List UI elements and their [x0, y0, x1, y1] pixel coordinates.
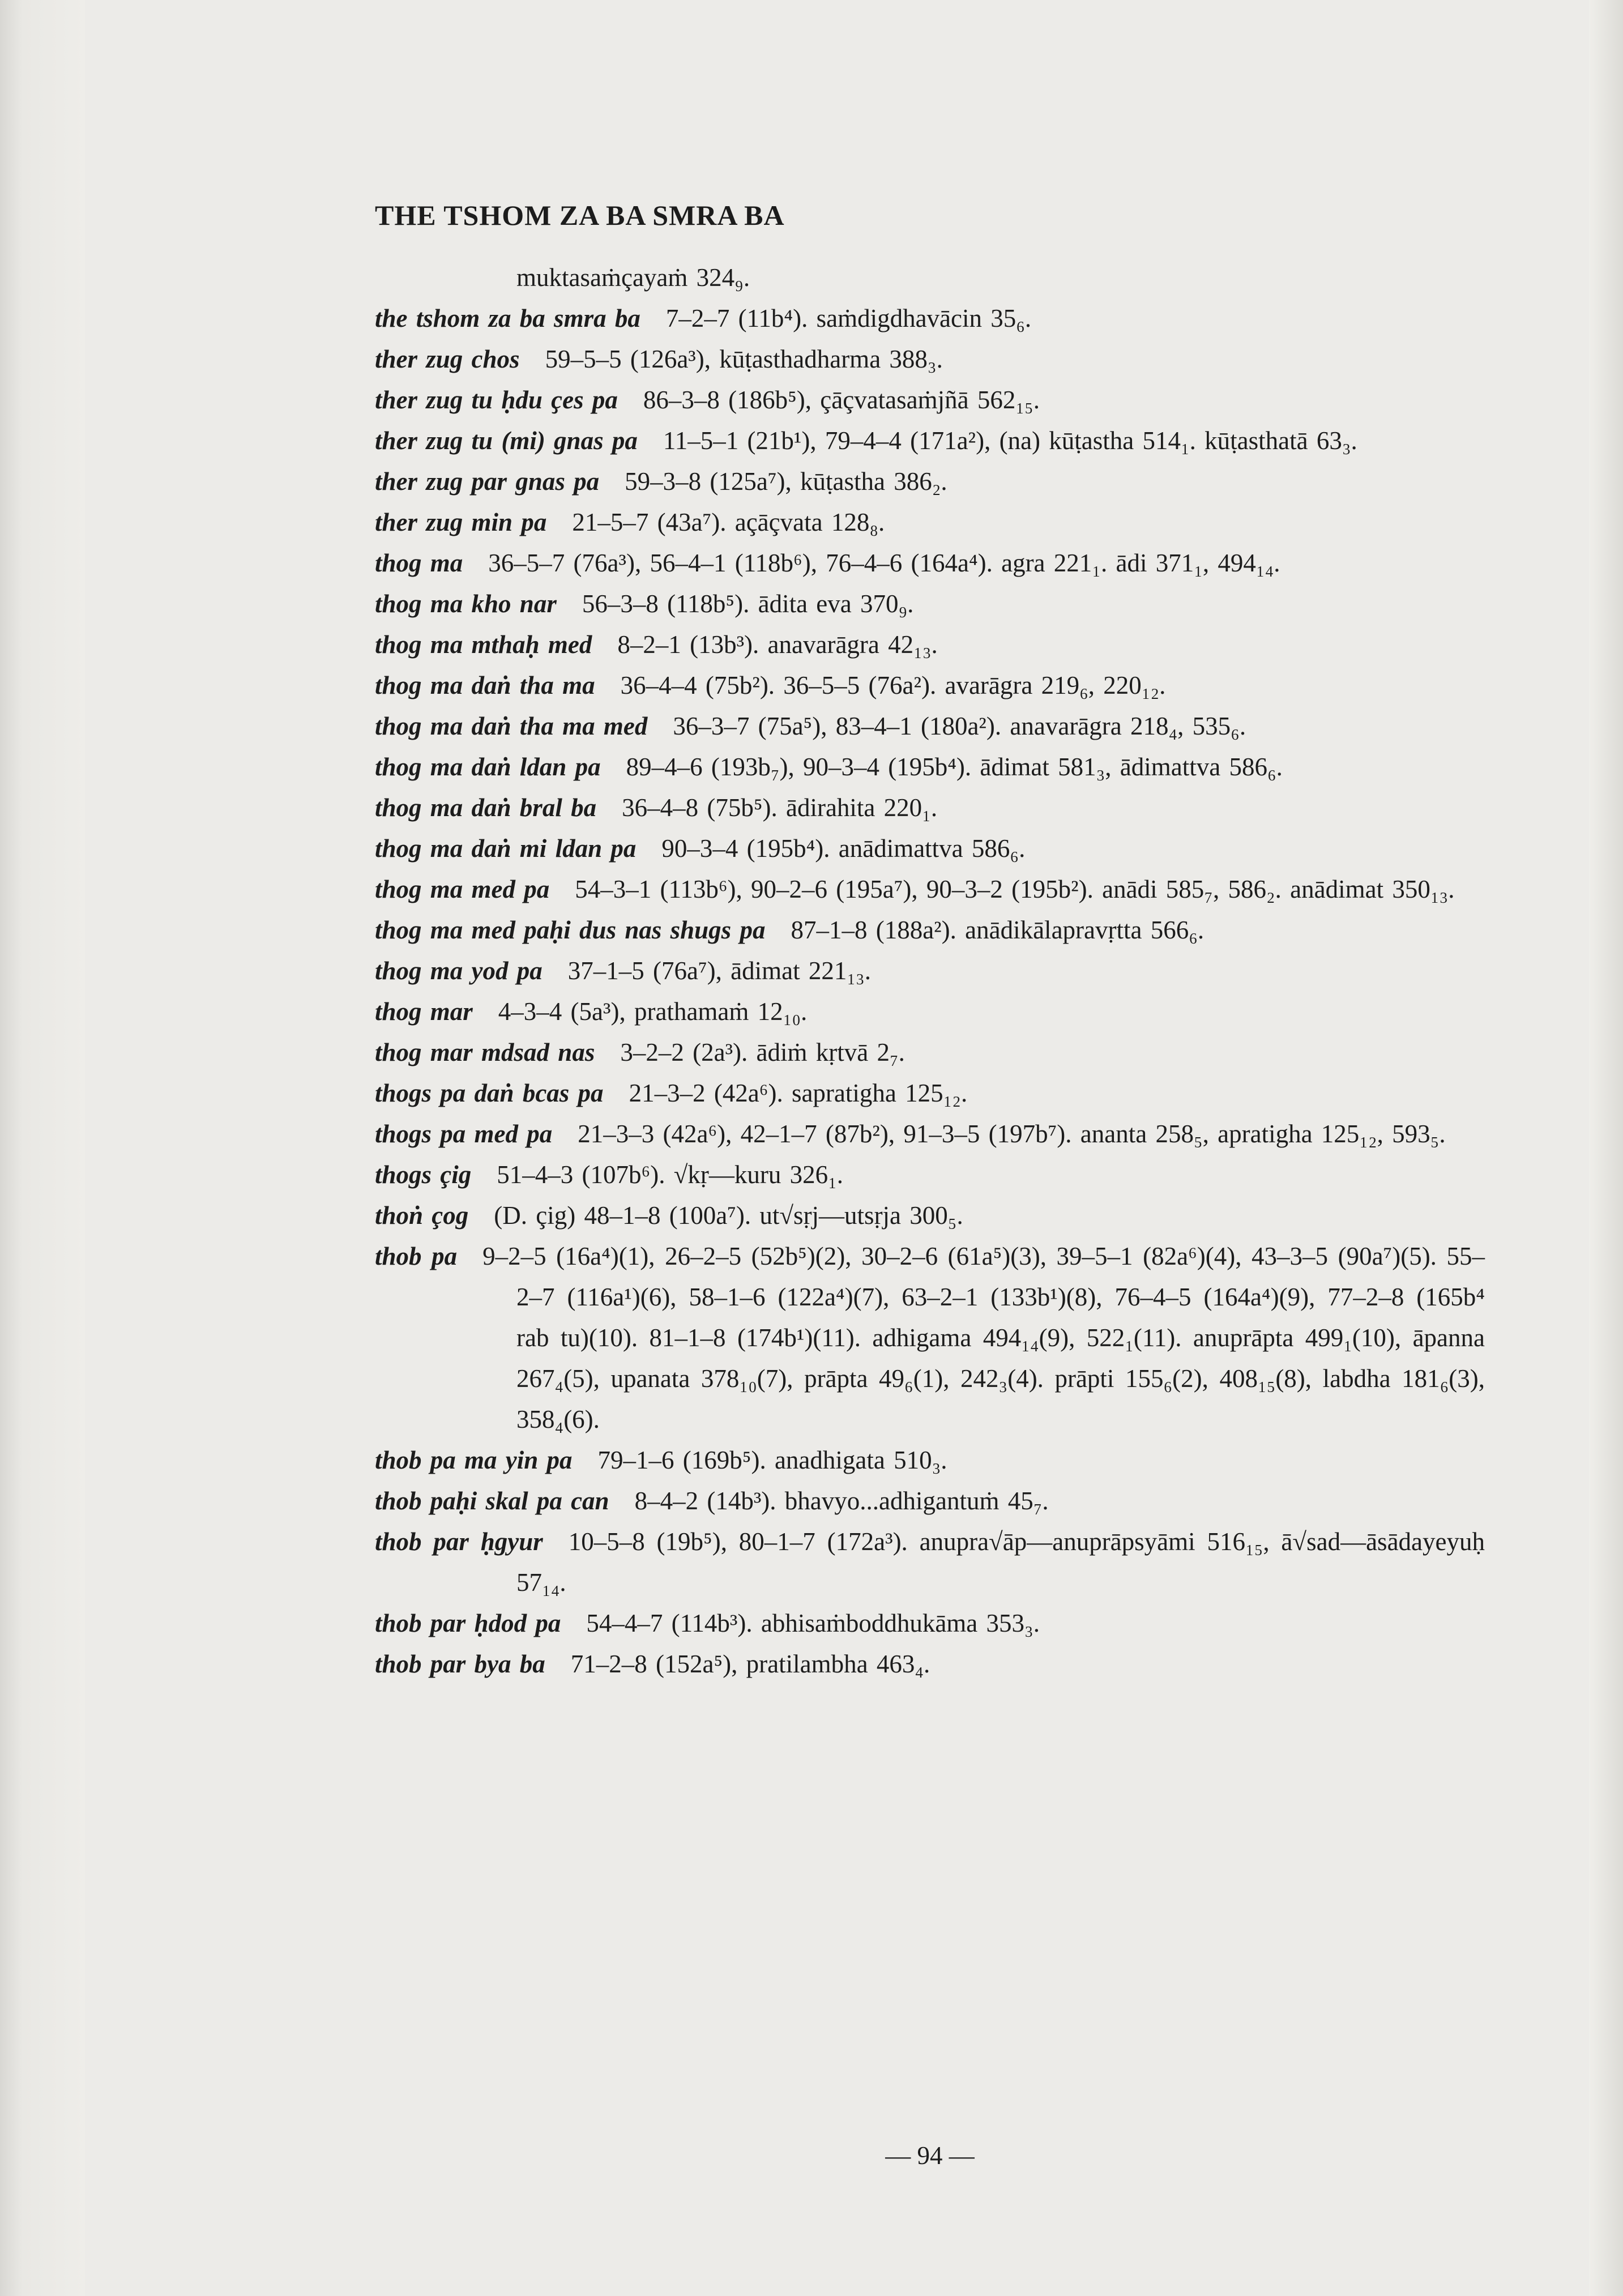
entry-headword: thoṅ çog — [375, 1201, 469, 1230]
dictionary-entry — [375, 706, 1485, 746]
entry-headword: the tshom za ba smra ba — [375, 304, 640, 332]
entry-headword: thog ma med paḥi dus nas shugs pa — [375, 916, 766, 944]
dictionary-entry — [375, 1073, 1485, 1113]
entry-list — [375, 257, 1485, 1684]
entry-text: 51–4–3 (107b⁶). √kṛ—kuru 326₁. — [497, 1160, 844, 1189]
entry-headword: thob par ḥgyur — [375, 1527, 543, 1556]
entry-text: 9–2–5 (16a⁴)(1), 26–2–5 (52b⁵)(2), 30–2–6 (61a⁵)(3), 39–5–1 (82a⁶)(4), 43–3–5 (90a⁷)(5). 55–2–7 (116a¹)(6), 58–1–6 (122a⁴)(7), 63–2–1 (133b¹)(8), 76–4–5 (164a⁴)(9), 77–2–8 (165b⁴ rab tu)(10). 81–1–8 (174b¹)(11). adhigama 494₁₄(9), 522₁(11). anuprāpta 499₁(10), āpanna 267₄(5), upanata 378₁₀(7), prāpta 49₆(1), 242₃(4). prāpti 155₆(2), 408₁₅(8), labdha 181₆(3), 358₄(6). — [482, 1242, 1485, 1433]
entry-text: 79–1–6 (169b⁵). anadhigata 510₃. — [597, 1446, 947, 1474]
entry-headword: thog ma yod pa — [375, 957, 543, 985]
entry-text: 4–3–4 (5a³), prathamaṁ 12₁₀. — [498, 997, 808, 1026]
entry-headword: ther zug chos — [375, 345, 520, 373]
dictionary-entry — [375, 502, 1485, 543]
dictionary-entry — [375, 339, 1485, 379]
entry-text: 36–4–8 (75b⁵). ādirahita 220₁. — [622, 793, 938, 822]
entry-text: 54–4–7 (114b³). abhisaṁboddhukāma 353₃. — [586, 1609, 1040, 1637]
entry-text: 7–2–7 (11b⁴). saṁdigdhavācin 35₆. — [665, 304, 1032, 332]
entry-text: 59–5–5 (126a³), kūṭasthadharma 388₃. — [545, 345, 943, 373]
scan-gutter-left — [0, 0, 85, 2296]
entry-text: 8–2–1 (13b³). anavarāgra 42₁₃. — [617, 630, 938, 659]
entry-text: 87–1–8 (188a²). anādikālapravṛtta 566₆. — [791, 916, 1205, 944]
dictionary-entry — [375, 787, 1485, 828]
entry-text: muktasaṁçayaṁ 324₉. — [516, 263, 750, 292]
entry-headword: thob pa — [375, 1242, 458, 1270]
entry-headword: thog ma daṅ ldan pa — [375, 753, 601, 781]
entry-text: 11–5–1 (21b¹), 79–4–4 (171a²), (na) kūṭastha 514₁. kūṭasthatā 63₃. — [663, 426, 1357, 455]
entry-text: 3–2–2 (2a³). ādiṁ kṛtvā 2₇. — [620, 1038, 905, 1066]
dictionary-entry — [375, 991, 1485, 1032]
entry-text: 86–3–8 (186b⁵), çāçvatasaṁjñā 562₁₅. — [643, 386, 1040, 414]
entry-headword: thogs pa daṅ bcas pa — [375, 1079, 604, 1107]
entry-headword: thogs pa med pa — [375, 1120, 553, 1148]
entry-text: 36–4–4 (75b²). 36–5–5 (76a²). avarāgra 219₆, 220₁₂. — [620, 671, 1166, 699]
dictionary-entry — [375, 746, 1485, 787]
dictionary-entry — [375, 1603, 1485, 1644]
dictionary-entry — [375, 1644, 1485, 1684]
dictionary-page — [375, 193, 1485, 2231]
dictionary-entry — [375, 869, 1485, 910]
entry-text: 36–5–7 (76a³), 56–4–1 (118b⁶), 76–4–6 (164a⁴). agra 221₁. ādi 371₁, 494₁₄. — [488, 549, 1280, 577]
entry-text: 71–2–8 (152a⁵), pratilambha 463₄. — [570, 1650, 930, 1678]
entry-headword: thob paḥi skal pa can — [375, 1487, 609, 1515]
entry-headword: ther zug tu (mi) gnas pa — [375, 426, 638, 455]
dictionary-entry — [375, 257, 1485, 298]
entry-headword: thob par ḥdod pa — [375, 1609, 561, 1637]
entry-headword: thog mar mdsad nas — [375, 1038, 595, 1066]
entry-headword: thog ma — [375, 549, 463, 577]
entry-headword: thog ma med pa — [375, 875, 550, 903]
entry-text: 21–5–7 (43a⁷). açāçvata 128₈. — [572, 508, 885, 536]
entry-headword: thog ma daṅ tha ma med — [375, 712, 648, 740]
entry-headword: thog ma daṅ tha ma — [375, 671, 595, 699]
entry-headword: thog ma daṅ bral ba — [375, 793, 597, 822]
entry-headword: thog ma mthaḥ med — [375, 630, 592, 659]
entry-text: 89–4–6 (193b₇), 90–3–4 (195b⁴). ādimat 581₃, ādimattva 586₆. — [626, 753, 1283, 781]
dictionary-entry — [375, 828, 1485, 869]
entry-text: 10–5–8 (19b⁵), 80–1–7 (172a³). anupra√āp—anuprāpsyāmi 516₁₅, ā√sad—āsādayeyuḥ 57₁₄. — [516, 1527, 1485, 1597]
entry-headword: ther zug par gnas pa — [375, 467, 600, 496]
scan-gutter-right — [1589, 0, 1623, 2296]
entry-headword: ther zug tu ḥdu ҫes pa — [375, 386, 618, 414]
entry-text: 21–3–3 (42a⁶), 42–1–7 (87b²), 91–3–5 (197b⁷). ananta 258₅, apratigha 125₁₂, 593₅. — [578, 1120, 1446, 1148]
entry-text: 36–3–7 (75a⁵), 83–4–1 (180a²). anavarāgra 218₄, 535₆. — [673, 712, 1246, 740]
dictionary-entry — [375, 1521, 1485, 1603]
running-head: THE TSHOM ZA BA SMRA BA — [375, 199, 785, 231]
dictionary-entry — [375, 1113, 1485, 1154]
entry-text: 59–3–8 (125a⁷), kūṭastha 386₂. — [625, 467, 947, 496]
entry-headword: ther zug min pa — [375, 508, 547, 536]
entry-text: 54–3–1 (113b⁶), 90–2–6 (195a⁷), 90–3–2 (195b²). anādi 585₇, 586₂. anādimat 350₁₃. — [575, 875, 1455, 903]
entry-text: 56–3–8 (118b⁵). ādita eva 370₉. — [582, 590, 914, 618]
entry-text: 21–3–2 (42a⁶). sapratigha 125₁₂. — [629, 1079, 968, 1107]
dictionary-entry — [375, 583, 1485, 624]
page-number: — 94 — — [885, 2141, 975, 2170]
dictionary-entry — [375, 1480, 1485, 1521]
dictionary-entry — [375, 1032, 1485, 1073]
entry-text: (D. çig) 48–1–8 (100a⁷). ut√sṛj—utsṛja 300₅. — [494, 1201, 963, 1230]
dictionary-entry — [375, 461, 1485, 502]
dictionary-entry — [375, 379, 1485, 420]
entry-headword: thob par bya ba — [375, 1650, 545, 1678]
dictionary-entry — [375, 1195, 1485, 1236]
dictionary-entry — [375, 543, 1485, 583]
entry-headword: thob pa ma yin pa — [375, 1446, 573, 1474]
entry-headword: thog mar — [375, 997, 473, 1026]
entry-headword: thog ma kho nar — [375, 590, 557, 618]
dictionary-entry — [375, 950, 1485, 991]
entry-text: 37–1–5 (76a⁷), ādimat 221₁₃. — [567, 957, 871, 985]
dictionary-entry — [375, 624, 1485, 665]
entry-text: 8–4–2 (14b³). bhavyo...adhigantuṁ 45₇. — [634, 1487, 1049, 1515]
dictionary-entry — [375, 1154, 1485, 1195]
dictionary-entry — [375, 910, 1485, 950]
dictionary-entry — [375, 665, 1485, 706]
dictionary-entry — [375, 298, 1485, 339]
entry-text: 90–3–4 (195b⁴). anādimattva 586₆. — [661, 834, 1026, 863]
entry-headword: thog ma daṅ mi ldan pa — [375, 834, 637, 863]
dictionary-entry — [375, 1236, 1485, 1440]
dictionary-entry — [375, 1440, 1485, 1480]
dictionary-entry — [375, 420, 1485, 461]
entry-headword: thogs çig — [375, 1160, 472, 1189]
